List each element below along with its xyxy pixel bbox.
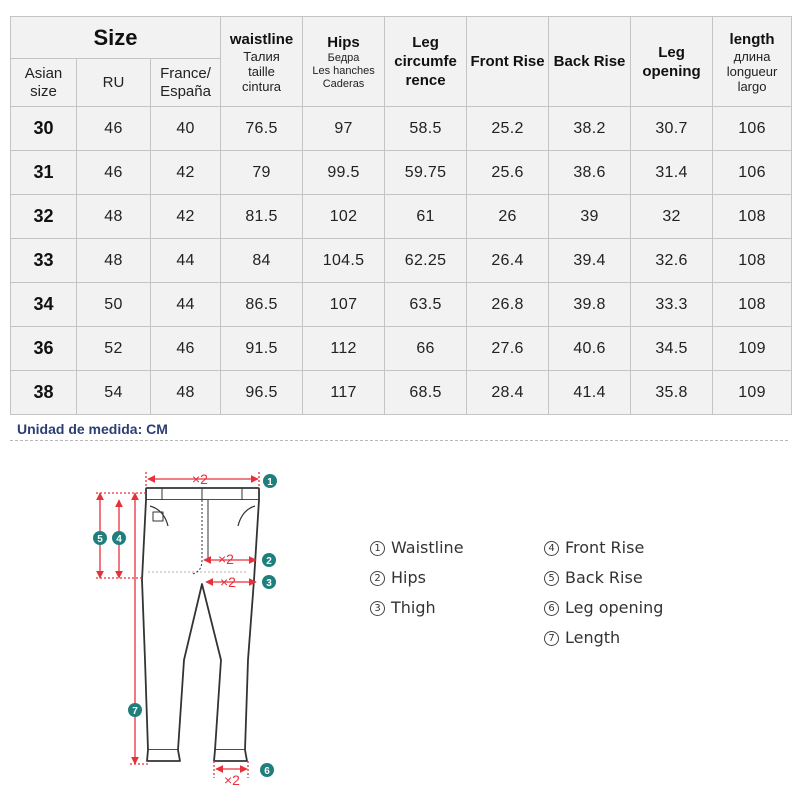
ru-size-cell: 48 [77, 239, 151, 283]
marker-3 [262, 575, 276, 589]
table-body [11, 107, 792, 415]
asian-size-cell: 38 [11, 371, 77, 415]
column-header-leg-opening [631, 17, 713, 107]
measurement-cell: 62.25 [385, 239, 467, 283]
table-row [11, 327, 792, 371]
ru-size-cell: 46 [77, 151, 151, 195]
column-header-label: Hips [327, 33, 360, 51]
marker-2 [262, 553, 276, 567]
marker-1 [263, 474, 277, 488]
column-header-label: Leg opening [642, 43, 701, 80]
measurement-cell: 102 [303, 195, 385, 239]
column-header-label: Leg circumfe rence [394, 34, 457, 89]
column-header-translation: Les hanches [312, 64, 375, 77]
measurement-cell: 68.5 [385, 371, 467, 415]
measurement-cell: 109 [713, 327, 792, 371]
asian-size-cell: 34 [11, 283, 77, 327]
measurement-cell: 91.5 [221, 327, 303, 371]
measurement-cell: 32.6 [631, 239, 713, 283]
measurement-cell: 58.5 [385, 107, 467, 151]
measurement-cell: 66 [385, 327, 467, 371]
measurement-cell: 41.4 [549, 371, 631, 415]
legend-item-hips: 2 Hips [370, 568, 426, 587]
measurement-cell: 76.5 [221, 107, 303, 151]
measurement-cell: 84 [221, 239, 303, 283]
measurement-cell: 59.75 [385, 151, 467, 195]
leg-opening-multiplier-label: ×2 [224, 772, 240, 788]
marker-6 [260, 763, 274, 777]
france-size-cell: 44 [151, 239, 221, 283]
measurement-cell: 61 [385, 195, 467, 239]
measurement-cell: 79 [221, 151, 303, 195]
column-header-back-rise [549, 17, 631, 107]
size-header: Size [11, 17, 221, 59]
legend-item-length: 7 Length [544, 628, 620, 647]
waist-multiplier-label: ×2 [192, 471, 208, 487]
france-size-cell: 42 [151, 151, 221, 195]
table-row [11, 371, 792, 415]
column-header-length [713, 17, 792, 107]
column-header-front-rise [467, 17, 549, 107]
measurement-cell: 40.6 [549, 327, 631, 371]
asian-size-cell: 31 [11, 151, 77, 195]
legend-item-thigh: 3 Thigh [370, 598, 436, 617]
legend-item-front-rise: 4 Front Rise [544, 538, 644, 557]
ru-size-cell: 54 [77, 371, 151, 415]
svg-text:7: 7 [132, 706, 138, 717]
measurement-cell: 81.5 [221, 195, 303, 239]
measurement-cell: 38.6 [549, 151, 631, 195]
asian-size-cell: 36 [11, 327, 77, 371]
table-row [11, 107, 792, 151]
legend-item-back-rise: 5 Back Rise [544, 568, 643, 587]
marker-4 [112, 531, 126, 545]
measurement-cell: 117 [303, 371, 385, 415]
france-size-cell: 40 [151, 107, 221, 151]
column-header-translation: Caderas [322, 77, 365, 90]
column-header-translation: longueur [726, 63, 778, 79]
measurement-cell: 106 [713, 107, 792, 151]
column-header-hips [303, 17, 385, 107]
svg-text:1: 1 [267, 477, 273, 488]
measurement-cell: 25.6 [467, 151, 549, 195]
hips-multiplier-label: ×2 [218, 551, 234, 567]
divider [10, 440, 788, 441]
measurement-cell: 35.8 [631, 371, 713, 415]
measurement-cell: 26.4 [467, 239, 549, 283]
table-row [11, 195, 792, 239]
france-size-cell: 46 [151, 327, 221, 371]
asian-size-cell: 32 [11, 195, 77, 239]
measurement-cell: 106 [713, 151, 792, 195]
measurement-cell: 27.6 [467, 327, 549, 371]
asian-size-header: Asian size [11, 59, 77, 107]
measurement-cell: 30.7 [631, 107, 713, 151]
size-chart-table [10, 16, 792, 415]
measurement-cell: 63.5 [385, 283, 467, 327]
measurement-cell: 99.5 [303, 151, 385, 195]
measurement-cell: 28.4 [467, 371, 549, 415]
measurement-cell: 26.8 [467, 283, 549, 327]
measurement-cell: 34.5 [631, 327, 713, 371]
table-row [11, 151, 792, 195]
column-header-label: Front Rise [470, 53, 545, 70]
svg-text:6: 6 [264, 766, 270, 777]
measurement-cell: 26 [467, 195, 549, 239]
measurement-cell: 32 [631, 195, 713, 239]
measurement-cell: 31.4 [631, 151, 713, 195]
column-header-translation: Талия [243, 48, 280, 64]
pants-outline [142, 488, 259, 761]
france-size-cell: 44 [151, 283, 221, 327]
column-header-label: Back Rise [553, 53, 626, 70]
measurement-cell: 108 [713, 195, 792, 239]
column-header-translation: Бедра [327, 51, 360, 64]
measurement-cell: 25.2 [467, 107, 549, 151]
svg-text:2: 2 [266, 556, 272, 567]
measurement-cell: 108 [713, 239, 792, 283]
table-row [11, 239, 792, 283]
measurement-cell: 107 [303, 283, 385, 327]
ru-size-cell: 48 [77, 195, 151, 239]
svg-text:3: 3 [266, 578, 272, 589]
measurement-cell: 86.5 [221, 283, 303, 327]
column-header-label: length [729, 30, 775, 48]
measurement-legend [370, 538, 730, 658]
measurement-cell: 96.5 [221, 371, 303, 415]
measurement-cell: 97 [303, 107, 385, 151]
ru-size-cell: 52 [77, 327, 151, 371]
column-header-waistline [221, 17, 303, 107]
france-size-header: France/ España [151, 59, 221, 107]
measurement-cell: 38.2 [549, 107, 631, 151]
ru-size-cell: 50 [77, 283, 151, 327]
marker-7 [128, 703, 142, 717]
pants-measurement-diagram [80, 460, 290, 790]
measurement-cell: 39 [549, 195, 631, 239]
ru-size-cell: 46 [77, 107, 151, 151]
column-header-translation: длина [733, 48, 771, 64]
table-row [11, 283, 792, 327]
thigh-multiplier-label: ×2 [220, 574, 236, 590]
measurement-cell: 109 [713, 371, 792, 415]
svg-text:5: 5 [97, 534, 103, 545]
ru-size-header: RU [77, 59, 151, 107]
column-header-translation: cintura [242, 78, 282, 94]
measurement-cell: 39.4 [549, 239, 631, 283]
unit-note: Unidad de medida: CM [17, 421, 168, 437]
measurement-cell: 108 [713, 283, 792, 327]
measurement-cell: 39.8 [549, 283, 631, 327]
asian-size-cell: 33 [11, 239, 77, 283]
measurement-cell: 33.3 [631, 283, 713, 327]
legend-item-waistline: 1 Waistline [370, 538, 464, 557]
column-header-translation: largo [737, 78, 767, 94]
france-size-cell: 42 [151, 195, 221, 239]
asian-size-cell: 30 [11, 107, 77, 151]
measurement-cell: 112 [303, 327, 385, 371]
france-size-cell: 48 [151, 371, 221, 415]
measurement-cell: 104.5 [303, 239, 385, 283]
marker-5 [93, 531, 107, 545]
legend-item-leg-opening: 6 Leg opening [544, 598, 663, 617]
svg-text:4: 4 [116, 534, 122, 545]
column-header-leg-circumfe-rence [385, 17, 467, 107]
column-header-label: waistline [229, 30, 294, 48]
column-header-translation: taille [248, 63, 275, 79]
